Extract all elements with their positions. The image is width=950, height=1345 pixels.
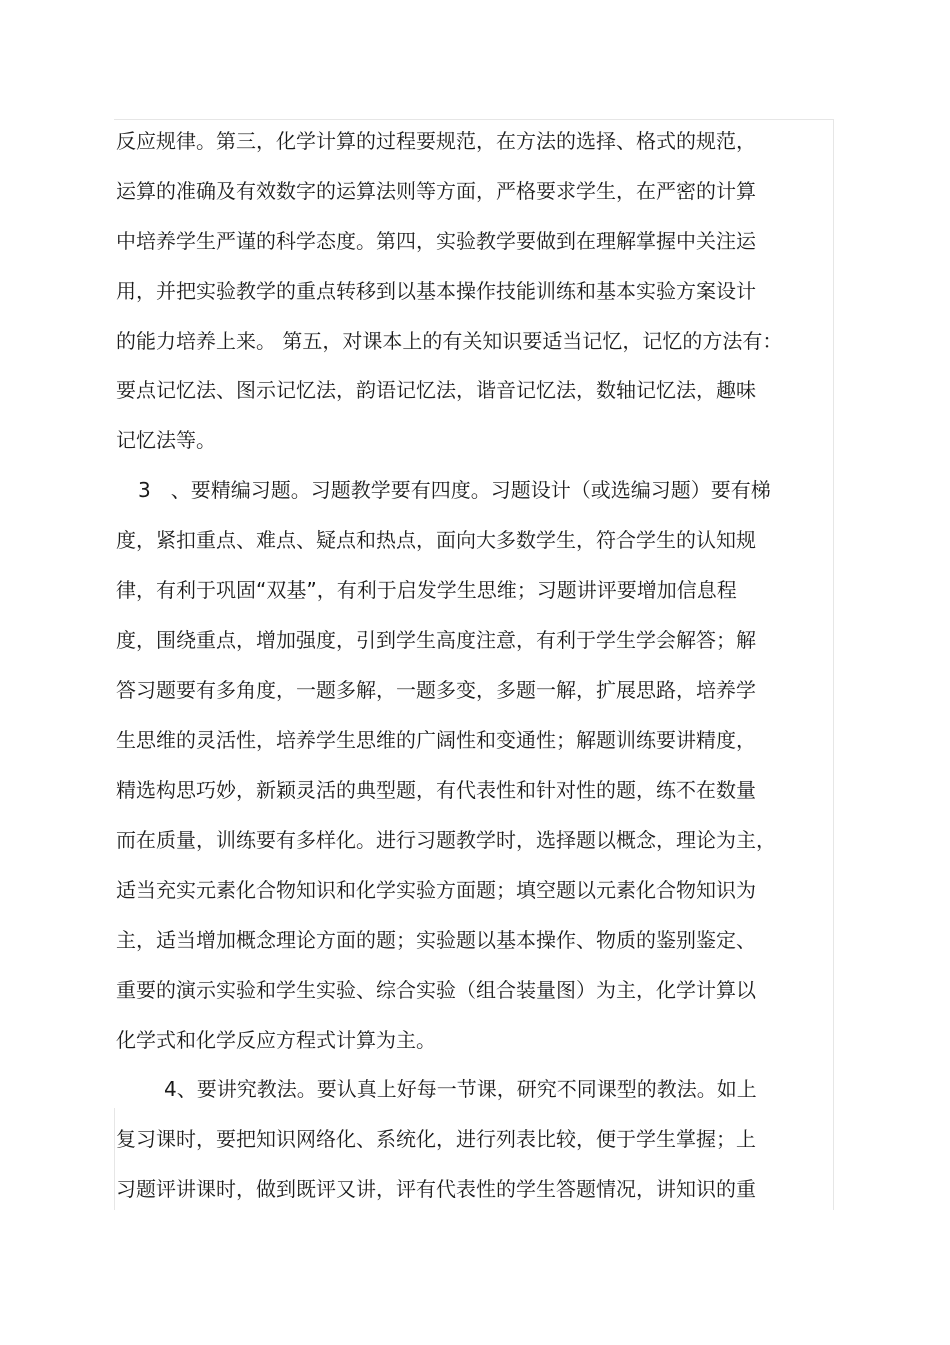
text-line: 答习题要有多角度，一题多解，一题多变，多题一解，扩展思路，培养学 — [116, 678, 756, 702]
text-line: 要点记忆法、图示记忆法，韵语记忆法，谐音记忆法，数轴记忆法，趣味 — [116, 378, 756, 402]
text-line: 精选构思巧妙，新颖灵活的典型题，有代表性和针对性的题，练不在数量 — [116, 778, 756, 802]
text-line: 复习课时，要把知识网络化、系统化，进行列表比较，便于学生掌握；上 — [116, 1127, 756, 1151]
page-border-right — [833, 119, 834, 1210]
page-border-left — [114, 1108, 115, 1210]
text-line: 用，并把实验教学的重点转移到以基本操作技能训练和基本实验方案设计 — [116, 279, 756, 303]
paragraph-3-first-line: 3 、要精编习题。习题教学要有四度。习题设计（或选编习题）要有梯 — [138, 478, 771, 502]
text-line: 运算的准确及有效数字的运算法则等方面，严格要求学生，在严密的计算 — [116, 179, 756, 203]
text-line: 律，有利于巩固“双基”，有利于启发学生思维；习题讲评要增加信息程 — [116, 578, 737, 602]
text-line: 主，适当增加概念理论方面的题；实验题以基本操作、物质的鉴别鉴定、 — [116, 928, 756, 952]
text-line: 化学式和化学反应方程式计算为主。 — [116, 1028, 436, 1052]
paragraph-4-first-line: 4、要讲究教法。要认真上好每一节课，研究不同课型的教法。如上 — [164, 1077, 757, 1101]
text-line: 记忆法等。 — [116, 428, 216, 452]
text-line: 反应规律。第三，化学计算的过程要规范，在方法的选择、格式的规范， — [116, 129, 756, 153]
text-line: 的能力培养上来。 第五，对课本上的有关知识要适当记忆，记忆的方法有： — [116, 329, 783, 353]
text-line: 习题评讲课时，做到既评又讲，评有代表性的学生答题情况，讲知识的重 — [116, 1177, 756, 1201]
text-line: 重要的演示实验和学生实验、综合实验（组合装量图）为主，化学计算以 — [116, 978, 756, 1002]
text-line: 度，紧扣重点、难点、疑点和热点，面向大多数学生，符合学生的认知规 — [116, 528, 756, 552]
page-border-top — [114, 119, 834, 120]
text-line: 度，围绕重点，增加强度，引到学生高度注意，有利于学生学会解答；解 — [116, 628, 756, 652]
text-line: 中培养学生严谨的科学态度。第四，实验教学要做到在理解掌握中关注运 — [116, 229, 756, 253]
text-line: 而在质量，训练要有多样化。进行习题教学时，选择题以概念，理论为主， — [116, 828, 776, 852]
text-line: 适当充实元素化合物知识和化学实验方面题；填空题以元素化合物知识为 — [116, 878, 756, 902]
text-line: 生思维的灵活性，培养学生思维的广阔性和变通性；解题训练要讲精度， — [116, 728, 756, 752]
